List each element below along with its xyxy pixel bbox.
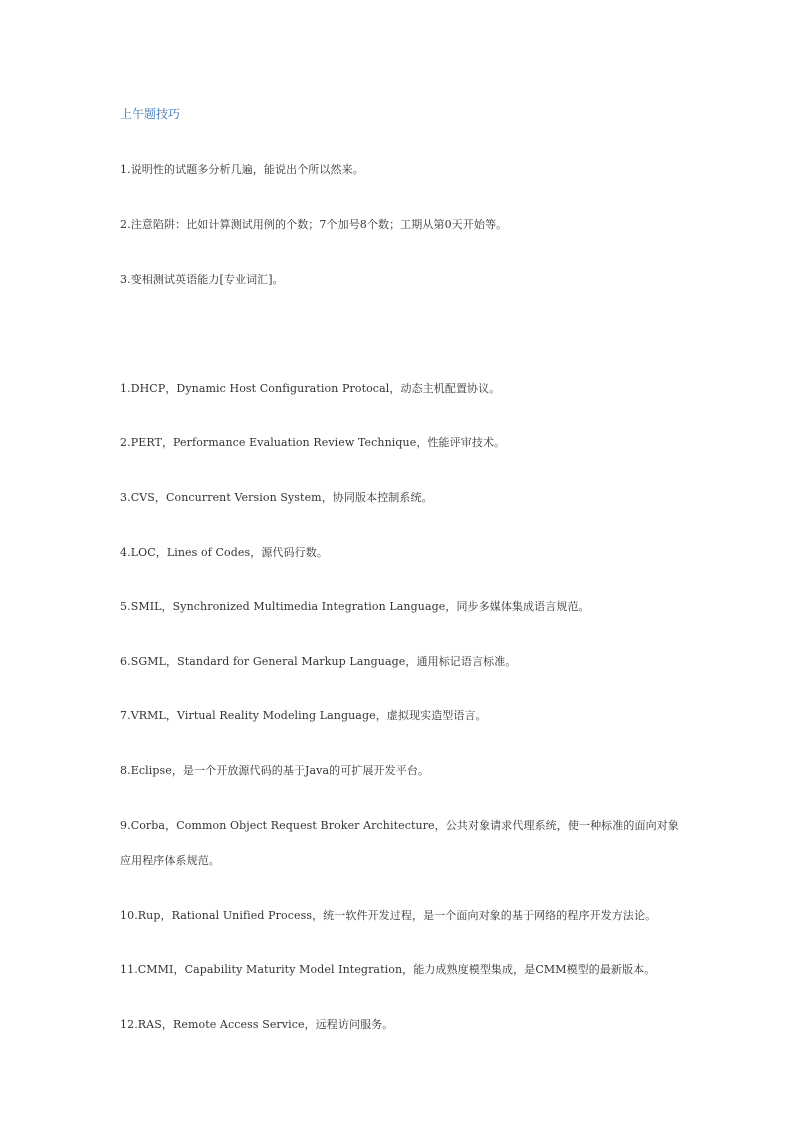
term-line-2: 2.PERT，Performance Evaluation Review Technique，性能评审技术。	[120, 436, 506, 449]
section-title: 上午题技巧	[120, 107, 181, 121]
term-line-7: 7.VRML，Virtual Reality Modeling Language，虚拟现实造型语言。	[120, 709, 487, 722]
term-line-9-continued: 应用程序体系规范。	[120, 854, 220, 867]
term-line-10: 10.Rup，Rational Unified Process，统一软件开发过程，是一个面向对象的基于网络的程序开发方法论。	[120, 909, 657, 922]
term-line-8: 8.Eclipse，是一个开放源代码的基于Java的可扩展开发平台。	[120, 764, 430, 777]
term-line-3: 3.CVS，Concurrent Version System，协同版本控制系统。	[120, 491, 433, 504]
term-line-4: 4.LOC，Lines of Codes，源代码行数。	[120, 546, 328, 559]
term-line-12: 12.RAS，Remote Access Service，远程访问服务。	[120, 1018, 394, 1031]
tip-line-3: 3.变相测试英语能力[专业词汇]。	[120, 273, 284, 286]
term-line-6: 6.SGML，Standard for General Markup Language，通用标记语言标准。	[120, 655, 517, 668]
term-line-11: 11.CMMI，Capability Maturity Model Integration，能力成熟度模型集成，是CMM模型的最新版本。	[120, 963, 656, 976]
term-line-9: 9.Corba，Common Object Request Broker Architecture，公共对象请求代理系统，使一种标准的面向对象	[120, 819, 679, 832]
tip-line-1: 1.说明性的试题多分析几遍，能说出个所以然来。	[120, 163, 364, 176]
term-line-5: 5.SMIL，Synchronized Multimedia Integration Language，同步多媒体集成语言规范。	[120, 600, 590, 613]
term-line-1: 1.DHCP，Dynamic Host Configuration Protocal，动态主机配置协议。	[120, 382, 501, 395]
tip-line-2: 2.注意陷阱：比如计算测试用例的个数；7个加号8个数；工期从第0天开始等。	[120, 218, 508, 231]
